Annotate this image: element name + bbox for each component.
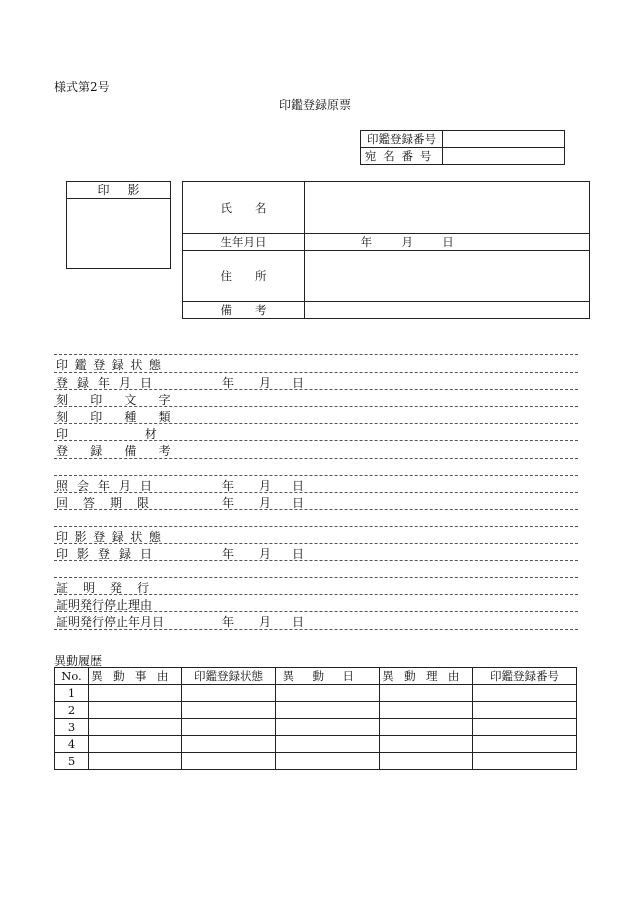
personal-info-table (182, 181, 590, 319)
divider (54, 560, 578, 561)
col-no: No. (55, 668, 89, 685)
deadline-day: 日 (292, 496, 305, 510)
table-row (55, 719, 577, 736)
divider (54, 577, 578, 578)
registration-date-year: 年 (222, 376, 235, 390)
row-number: 1 (55, 685, 89, 702)
divider (54, 594, 578, 595)
row-number: 4 (55, 736, 89, 753)
name-label: 氏名 (183, 182, 305, 234)
reg-number-field[interactable] (443, 131, 565, 148)
divider (54, 406, 578, 407)
cell[interactable] (89, 719, 182, 736)
address-number-field[interactable] (443, 148, 565, 165)
suspension-reason-label: 証明発行停止理由 (56, 598, 153, 612)
seal-impression-label: 印影 (67, 182, 170, 199)
address-number-label: 宛名番号 (361, 148, 443, 165)
name-field[interactable] (305, 182, 590, 234)
cell[interactable] (89, 753, 182, 770)
cell[interactable] (473, 736, 577, 753)
impression-date-month: 月 (259, 547, 272, 561)
suspension-date-label: 証明発行停止年月日 (56, 615, 165, 629)
birth-month-label: 月 (401, 235, 413, 249)
divider (54, 372, 578, 373)
divider (54, 543, 578, 544)
divider (54, 389, 578, 390)
address-label: 住所 (183, 251, 305, 302)
inquiry-date-day: 日 (292, 479, 305, 493)
deadline-month: 月 (259, 496, 272, 510)
divider (54, 475, 578, 476)
cell[interactable] (276, 753, 380, 770)
cell[interactable] (276, 719, 380, 736)
impression-date-day: 日 (292, 547, 305, 561)
seal-impression-box (66, 181, 171, 269)
deadline-year: 年 (222, 496, 235, 510)
remarks-field[interactable] (305, 302, 590, 319)
cell[interactable] (380, 719, 473, 736)
material-label: 印材 (56, 427, 234, 441)
row-number: 5 (55, 753, 89, 770)
history-title: 異動履歴 (54, 654, 103, 668)
row-number: 3 (55, 719, 89, 736)
cell[interactable] (182, 685, 276, 702)
col-change-date: 異動日 (276, 668, 380, 685)
inquiry-date-label: 照会年月日 (56, 479, 162, 493)
address-field[interactable] (305, 251, 590, 302)
registration-date-month: 月 (259, 376, 272, 390)
cell[interactable] (380, 685, 473, 702)
cell[interactable] (473, 702, 577, 719)
impression-date-year: 年 (222, 547, 235, 561)
remarks-label: 備考 (183, 302, 305, 319)
engraving-type-label: 刻印種類 (56, 410, 193, 424)
impression-date-label: 印影登録日 (56, 547, 162, 561)
birth-day-label: 日 (442, 235, 454, 249)
suspension-date-day: 日 (292, 615, 305, 629)
page-title: 印鑑登録原票 (278, 98, 351, 112)
registration-remarks-label: 登録備考 (56, 444, 193, 458)
history-table (54, 667, 577, 770)
table-row (55, 736, 577, 753)
registration-number-box (360, 130, 565, 165)
cell[interactable] (89, 736, 182, 753)
history-header-row (55, 668, 577, 685)
impression-status-label: 印影登録状態 (56, 530, 168, 544)
reg-number-label: 印鑑登録番号 (361, 131, 443, 148)
cell[interactable] (473, 719, 577, 736)
cell[interactable] (182, 736, 276, 753)
col-registration-number: 印鑑登録番号 (473, 668, 577, 685)
col-change-reason: 異動事由 (89, 668, 182, 685)
certificate-issue-label: 証明発行 (56, 581, 165, 595)
table-row (55, 685, 577, 702)
col-registration-status: 印鑑登録状態 (182, 668, 276, 685)
divider (54, 440, 578, 441)
suspension-date-month: 月 (259, 615, 272, 629)
cell[interactable] (380, 736, 473, 753)
divider (54, 458, 578, 459)
response-deadline-label: 回答期限 (56, 496, 165, 510)
registration-status-label: 印鑑登録状態 (56, 358, 168, 372)
birth-date-field[interactable] (305, 234, 590, 251)
cell[interactable] (380, 702, 473, 719)
divider (54, 629, 578, 630)
cell[interactable] (89, 685, 182, 702)
cell[interactable] (89, 702, 182, 719)
birth-date-label: 生年月日 (183, 234, 305, 251)
cell[interactable] (473, 685, 577, 702)
table-row (55, 702, 577, 719)
cell[interactable] (182, 753, 276, 770)
cell[interactable] (276, 702, 380, 719)
cell[interactable] (182, 719, 276, 736)
cell[interactable] (380, 753, 473, 770)
row-number: 2 (55, 702, 89, 719)
table-row (55, 753, 577, 770)
divider (54, 526, 578, 527)
cell[interactable] (182, 702, 276, 719)
suspension-date-year: 年 (222, 615, 235, 629)
birth-year-label: 年 (360, 235, 373, 249)
form-number: 様式第2号 (54, 80, 110, 94)
divider (54, 611, 578, 612)
cell[interactable] (276, 736, 380, 753)
inquiry-date-month: 月 (259, 479, 272, 493)
divider (54, 492, 578, 493)
divider (54, 354, 578, 355)
inquiry-date-year: 年 (222, 479, 235, 493)
registration-date-day: 日 (292, 376, 305, 390)
divider (54, 509, 578, 510)
cell[interactable] (473, 753, 577, 770)
registration-date-label: 登録年月日 (56, 376, 162, 390)
col-change-cause: 異動理由 (380, 668, 473, 685)
divider (54, 423, 578, 424)
cell[interactable] (276, 685, 380, 702)
engraved-text-label: 刻印文字 (56, 393, 193, 407)
